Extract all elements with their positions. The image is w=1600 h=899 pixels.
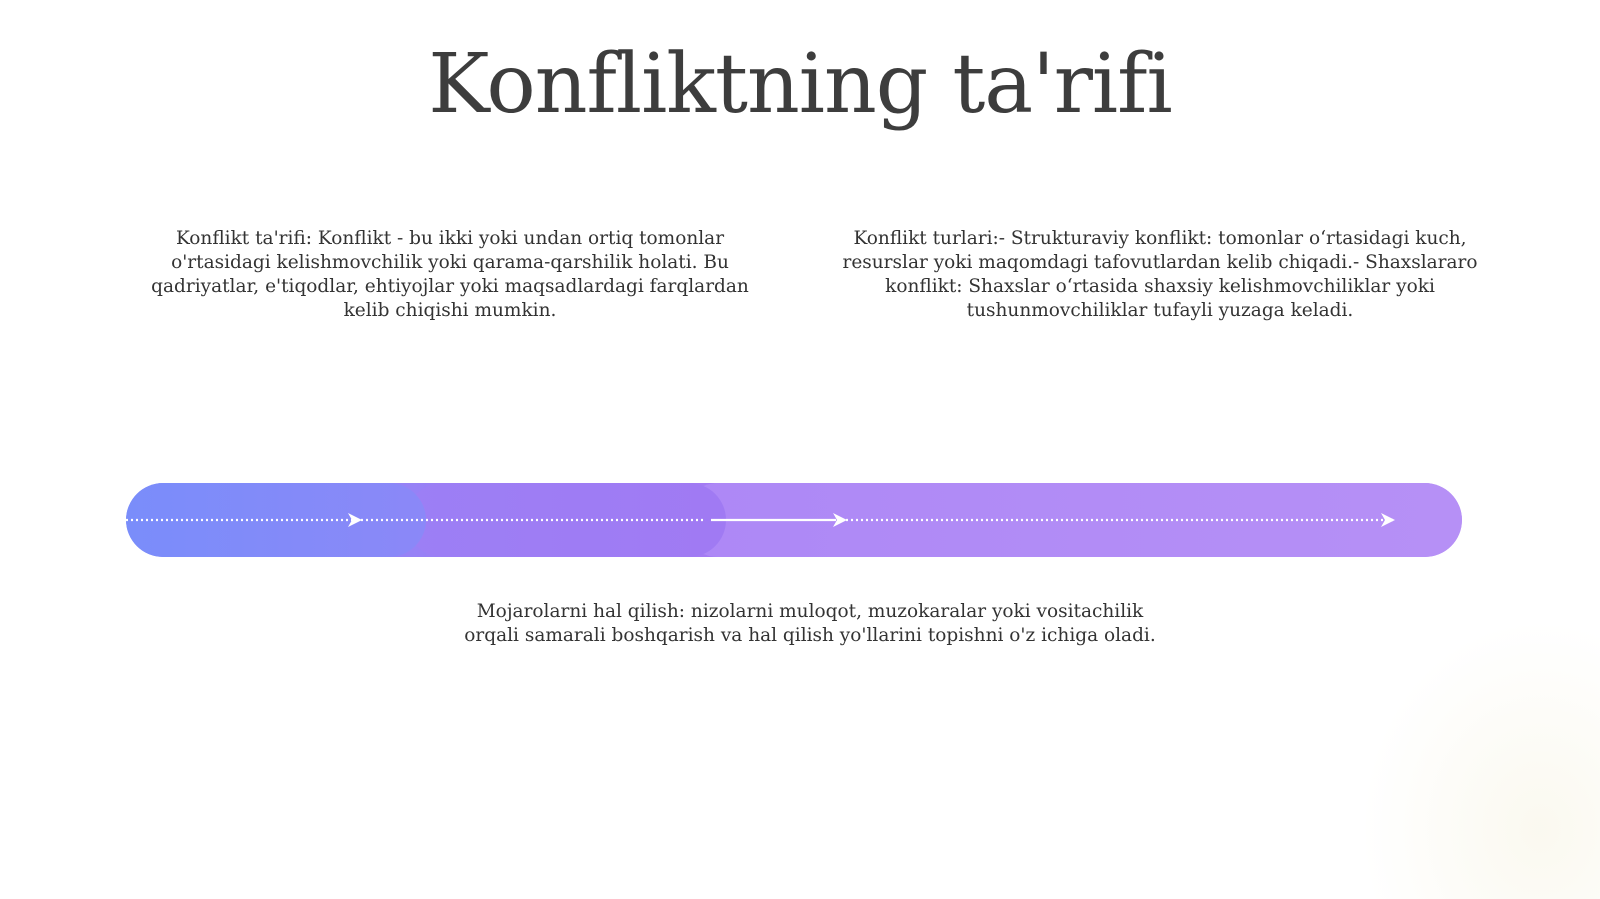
arrow-right-icon xyxy=(1381,513,1395,527)
definition-text: Konflikt ta'rifi: Konflikt - bu ikki yoki undan ortiq tomonlar o'rtasidagi kelishmovchilik yoki qarama-qarshilik holati. Bu qadriyatlar, e'tiqodlar, ehtiyojlar yoki maqsadlardagi farqlardan kelib chiqishi mumkin. xyxy=(151,228,749,321)
conflict-types-text: Konflikt turlari:- Strukturaviy konflikt: tomonlar o‘rtasidagi kuch, resurslar yoki maqomdagi tafovutlardan kelib chiqadi.- Shaxslararo konflikt: Shaxslar o‘rtasida shaxsiy kelishmovchiliklar yoki tushunmovchiliklar tufayli yuzaga keladi. xyxy=(842,228,1478,321)
slide-title: Konfliktning ta'rifi xyxy=(428,37,1172,132)
arrow-right-icon xyxy=(348,513,362,527)
timeline-bar xyxy=(126,483,1462,557)
conflict-resolution-text: Mojarolarni hal qilish: nizolarni muloqot, muzokaralar yoki vositachilik orqali samarali boshqarish va hal qilish yo'llarini topishni o'z ichiga oladi. xyxy=(464,601,1156,646)
timeline-arrows xyxy=(126,483,1462,557)
corner-glow-decoration xyxy=(1360,619,1600,899)
